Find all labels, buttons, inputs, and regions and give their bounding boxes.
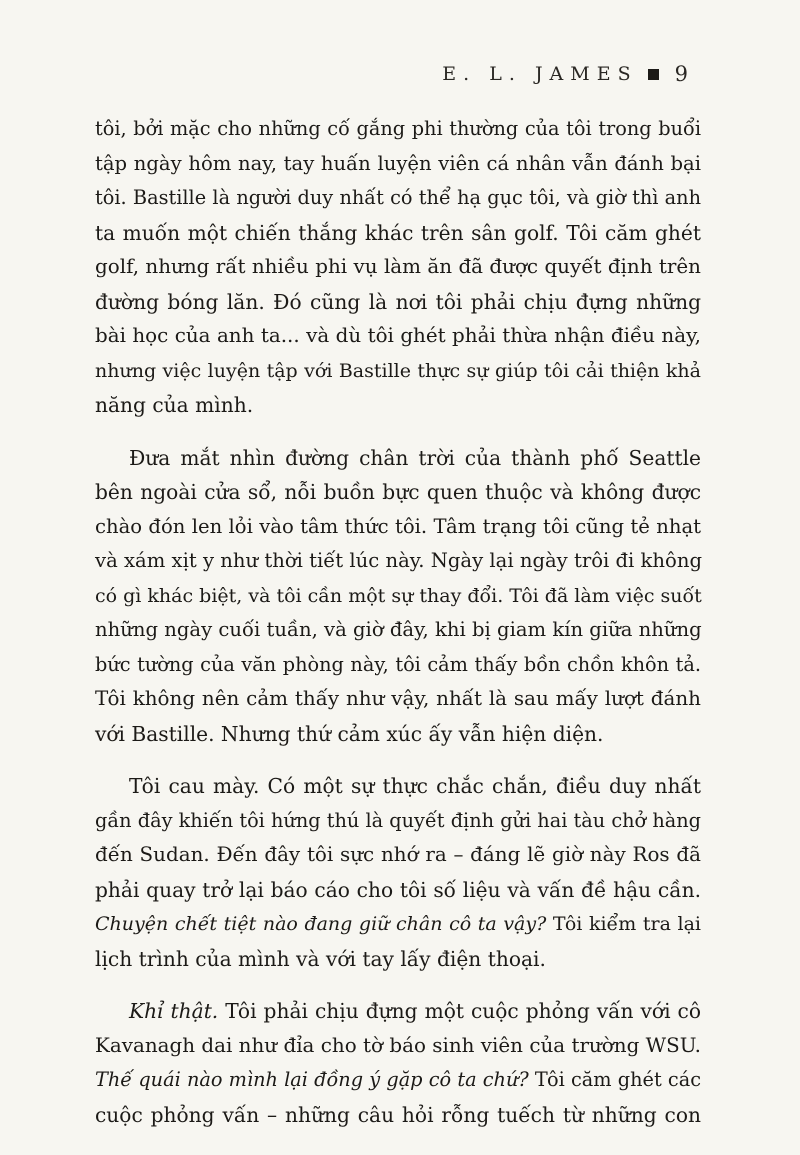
text-line: năng của mình.: [95, 393, 254, 417]
paragraph-gap: [95, 423, 701, 441]
text-line: tập ngày hôm nay, tay huấn luyện viên cá nhân vẫn đánh bại: [95, 151, 701, 175]
text-line: Tôi không nên cảm thấy như vậy, nhất là sau mấy lượt đánh: [95, 687, 701, 710]
text-line: bức tường của văn phòng này, tôi cảm thấy bồn chồn khôn tả.: [95, 652, 701, 676]
text-line: lịch trình của mình và với tay lấy điện thoại.: [95, 946, 546, 971]
text-line: Đưa mắt nhìn đường chân trời của thành phố Seattle: [129, 445, 701, 470]
text-line: ta muốn một chiến thắng khác trên sân golf. Tôi căm ghét: [95, 220, 701, 245]
text-line: Tôi cau mày. Có một sự thực chắc chắn, điều duy nhất: [129, 774, 701, 798]
text-line: tôi. Bastille là người duy nhất có thể hạ gục tôi, và giờ thì anh: [95, 186, 701, 209]
italic-thought: Khỉ thật.: [129, 999, 219, 1023]
text-line: với Bastille. Nhưng thứ cảm xúc ấy vẫn hiện diện.: [95, 721, 604, 746]
paragraph: [95, 112, 701, 423]
text-run: Tôi phải chịu đựng một cuộc phỏng vấn với cô: [218, 999, 702, 1023]
author-name: E. L. JAMES: [442, 63, 638, 85]
text-line: [95, 907, 701, 942]
text-run: Tôi căm ghét các: [528, 1068, 701, 1091]
running-header: [442, 62, 688, 86]
square-separator-icon: [648, 69, 659, 80]
text-run: Tôi kiểm tra lại: [546, 913, 701, 935]
text-line: tôi, bởi mặc cho những cố gắng phi thường của tôi trong buổi: [95, 117, 701, 140]
text-line: [95, 994, 701, 1029]
text-line: đường bóng lăn. Đó cũng là nơi tôi phải chịu đựng những: [95, 289, 701, 314]
text-line: Kavanagh dai như đỉa cho tờ báo sinh viên của trường WSU.: [95, 1033, 701, 1057]
text-line: và xám xịt y như thời tiết lúc này. Ngày lại ngày trôi đi không: [95, 549, 702, 572]
text-line: nhưng việc luyện tập với Bastille thực sự giúp tôi cải thiện khả: [95, 359, 701, 382]
italic-thought: Chuyện chết tiệt nào đang giữ chân cô ta vậy?: [95, 913, 547, 935]
text-line: những ngày cuối tuần, và giờ đây, khi bị giam kín giữa những: [95, 618, 702, 641]
paragraph-gap: [95, 976, 701, 994]
paragraph: [95, 441, 701, 752]
italic-thought: Thế quái nào mình lại đồng ý gặp cô ta chứ?: [95, 1068, 529, 1091]
text-line: có gì khác biệt, và tôi cần một sự thay đổi. Tôi đã làm việc suốt: [95, 584, 702, 607]
page-number: 9: [674, 62, 688, 86]
text-line: bài học của anh ta... và dù tôi ghét phải thừa nhận điều này,: [95, 324, 701, 347]
text-line: bên ngoài cửa sổ, nỗi buồn bực quen thuộc và không được: [95, 480, 701, 504]
text-line: phải quay trở lại báo cáo cho tôi số liệu và vấn đề hậu cần.: [95, 877, 701, 902]
paragraph: [95, 769, 701, 976]
text-line: chào đón len lỏi vào tâm thức tôi. Tâm trạng tôi cũng tẻ nhạt: [95, 514, 701, 538]
text-line: [95, 1063, 701, 1098]
text-line: cuộc phỏng vấn – những câu hỏi rỗng tuếch từ những con: [95, 1102, 701, 1127]
text-line: golf, nhưng rất nhiều phi vụ làm ăn đã được quyết định trên: [95, 255, 701, 278]
text-line: đến Sudan. Đến đây tôi sực nhớ ra – đáng lẽ giờ này Ros đã: [95, 843, 701, 866]
paragraph: [95, 994, 701, 1132]
text-line: gần đây khiến tôi hứng thú là quyết định gửi hai tàu chở hàng: [95, 808, 701, 832]
paragraph-gap: [95, 751, 701, 769]
body-text: [95, 112, 701, 1132]
